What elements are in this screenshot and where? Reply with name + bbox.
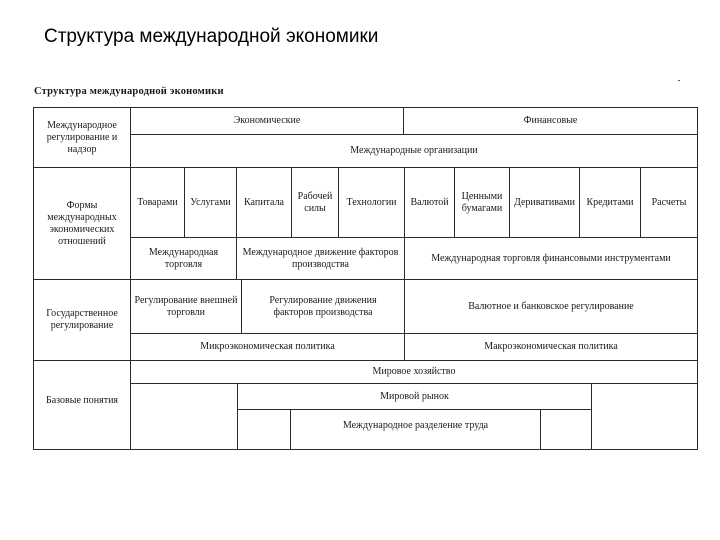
international-organizations: Международные организации bbox=[350, 145, 478, 156]
micro-policy: Микроэкономическая политика bbox=[200, 341, 335, 352]
group-financial-trade: Международная торговля финансовыми инструментами bbox=[431, 252, 671, 264]
form-securities: Ценными бумагами bbox=[461, 190, 503, 214]
form-services: Услугами bbox=[190, 196, 231, 208]
group-international-trade: Международная торговля bbox=[148, 246, 219, 270]
row-label-state: Государственное регулирование bbox=[46, 308, 118, 331]
foreign-trade-regulation: Регулирование внешней торговли bbox=[134, 294, 238, 318]
form-credits: Кредитами bbox=[586, 196, 634, 208]
form-settlements: Расчеты bbox=[651, 196, 687, 208]
factor-movement-regulation: Регулирование движения факторов производства bbox=[269, 294, 377, 318]
structure-diagram bbox=[33, 107, 698, 450]
form-technology: Технологии bbox=[346, 196, 397, 208]
form-derivatives: Деривативами bbox=[514, 196, 575, 208]
group-factor-movement: Международное движение факторов производства bbox=[242, 246, 399, 270]
box-edge bbox=[540, 409, 541, 450]
figure-title: Структура международной экономики bbox=[34, 86, 224, 97]
border-line bbox=[33, 449, 698, 450]
row-label-regulation: Международное регулирование и надзор bbox=[46, 119, 118, 155]
scan-mark bbox=[678, 80, 680, 81]
macro-policy: Макроэкономическая политика bbox=[484, 341, 618, 352]
row-label-forms: Формы международных экономических отношений bbox=[47, 199, 117, 247]
form-labor: Рабочей силы bbox=[297, 190, 333, 214]
form-goods: Товарами bbox=[137, 196, 178, 208]
form-currency: Валютой bbox=[410, 196, 449, 208]
world-market: Мировой рынок bbox=[380, 390, 449, 402]
form-capital: Капитала bbox=[244, 196, 284, 208]
box-edge bbox=[591, 383, 592, 450]
row-label-basic: Базовые понятия bbox=[45, 395, 119, 406]
currency-bank-regulation: Валютное и банковское регулирование bbox=[468, 300, 634, 312]
world-economy: Мировое хозяйство bbox=[372, 366, 456, 377]
slide-title: Структура международной экономики bbox=[44, 26, 379, 47]
header-economic: Экономические bbox=[233, 115, 301, 126]
international-division-of-labor: Международное разделение труда bbox=[342, 420, 489, 431]
header-financial: Финансовые bbox=[523, 115, 578, 126]
